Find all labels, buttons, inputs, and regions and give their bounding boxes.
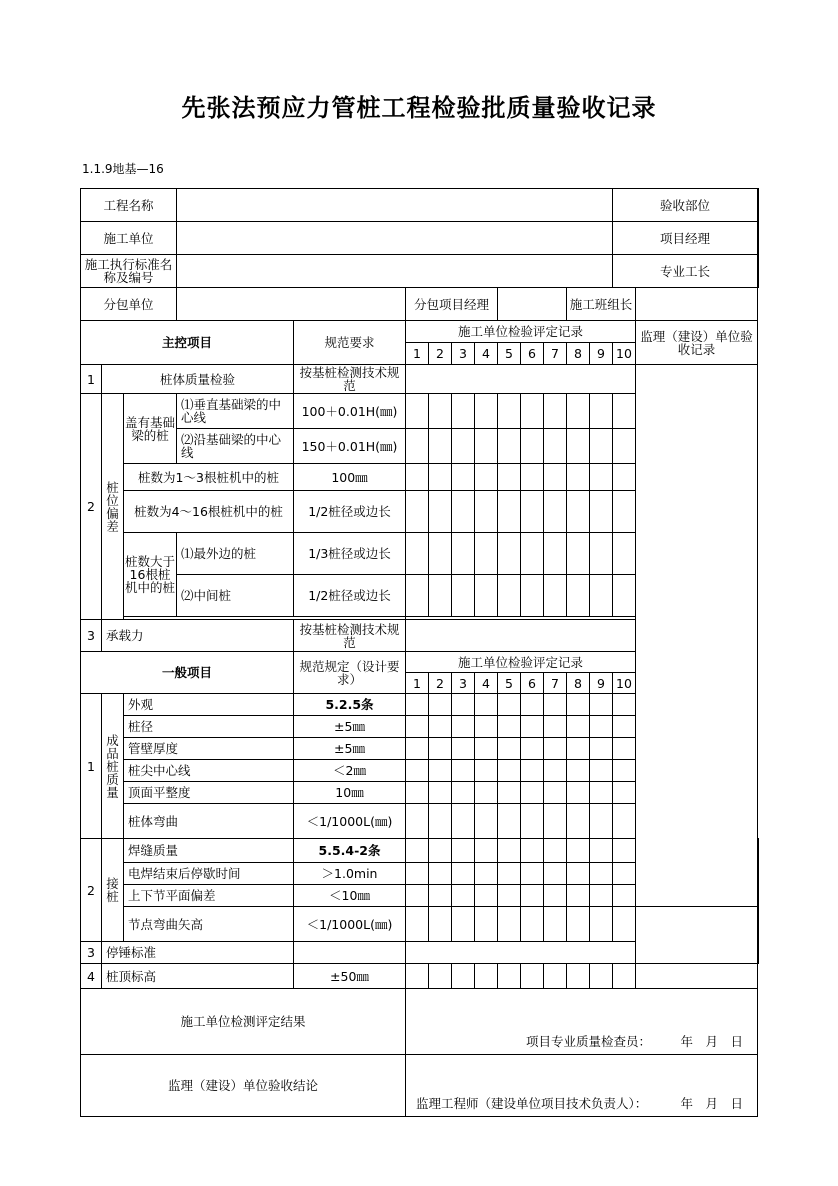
field-project-name[interactable]	[177, 189, 613, 222]
record-cell[interactable]	[475, 464, 498, 491]
record-cell[interactable]	[567, 491, 590, 533]
record-cell[interactable]	[429, 575, 452, 617]
record-cell[interactable]	[613, 429, 636, 464]
record-cell[interactable]	[567, 716, 590, 738]
record-cell[interactable]	[475, 491, 498, 533]
record-cell[interactable]	[475, 964, 498, 989]
label-project-name: 工程名称	[81, 189, 177, 222]
item-spec: ＜10㎜	[294, 885, 406, 907]
col-header: 3	[452, 673, 475, 694]
record-cell[interactable]	[475, 804, 498, 839]
item-spec: ±50㎜	[294, 964, 406, 989]
item-spec: 按基桩检测技术规范	[294, 620, 406, 652]
record-cell[interactable]	[567, 885, 590, 907]
item-name: 桩数为1～3根桩机中的桩	[124, 464, 294, 491]
record-cell[interactable]	[429, 804, 452, 839]
record-cell[interactable]	[544, 907, 567, 942]
inspection-form	[80, 188, 759, 1117]
item-number: 3	[81, 620, 102, 652]
record-cell[interactable]	[406, 575, 429, 617]
record-cell[interactable]	[429, 394, 452, 429]
record-cell[interactable]	[429, 694, 452, 716]
record-cell[interactable]	[452, 464, 475, 491]
record-cell[interactable]	[429, 760, 452, 782]
record-cell[interactable]	[521, 839, 544, 863]
item-name: 桩体弯曲	[124, 804, 294, 839]
record-cell[interactable]	[406, 760, 429, 782]
record-cell[interactable]	[613, 804, 636, 839]
record-cell[interactable]	[406, 533, 429, 575]
construction-result-field[interactable]	[406, 989, 758, 1055]
main-record-header: 施工单位检验评定记录	[406, 321, 636, 343]
col-header: 9	[590, 343, 613, 365]
record-cell[interactable]	[567, 694, 590, 716]
joint-pile-group: 接桩	[102, 839, 124, 942]
record-cell[interactable]	[498, 694, 521, 716]
record-cell[interactable]	[521, 394, 544, 429]
item-spec: 150＋0.01H(㎜)	[294, 429, 406, 464]
field-subcontractor[interactable]	[177, 288, 406, 321]
record-cell[interactable]	[475, 839, 498, 863]
item-spec: 100＋0.01H(㎜)	[294, 394, 406, 429]
inspector-label: 项目专业质量检查员：	[526, 1034, 652, 1049]
col-header: 2	[429, 673, 452, 694]
record-cell[interactable]	[590, 429, 613, 464]
record-cell[interactable]	[544, 716, 567, 738]
engineer-label: 监理工程师（建设单位项目技术负责人）：	[416, 1096, 648, 1111]
item-spec: ＜1/1000L(㎜)	[294, 804, 406, 839]
record-cell[interactable]	[475, 575, 498, 617]
record-cell[interactable]	[613, 575, 636, 617]
col-header: 7	[544, 673, 567, 694]
record-cell[interactable]	[590, 782, 613, 804]
record-cell[interactable]	[544, 464, 567, 491]
record-cell[interactable]	[567, 533, 590, 575]
record-cell[interactable]	[406, 964, 429, 989]
record-cell[interactable]	[498, 760, 521, 782]
record-cell[interactable]	[475, 782, 498, 804]
record-cell[interactable]	[544, 804, 567, 839]
record-cell[interactable]	[590, 491, 613, 533]
label-construction-unit: 施工单位	[81, 222, 177, 255]
record-cell[interactable]	[613, 907, 636, 942]
record-cell[interactable]	[613, 964, 636, 989]
item-name: 承载力	[102, 620, 294, 652]
record-cell[interactable]	[521, 907, 544, 942]
record-cell[interactable]	[429, 782, 452, 804]
record-cell[interactable]	[590, 839, 613, 863]
col-header: 1	[406, 673, 429, 694]
record-cell[interactable]	[590, 738, 613, 760]
record-cell[interactable]	[544, 885, 567, 907]
record-cell[interactable]	[567, 464, 590, 491]
record-cell[interactable]	[406, 942, 636, 964]
field-standard-name[interactable]	[177, 255, 613, 288]
label-foreman: 专业工长	[613, 255, 758, 288]
item-name: 节点弯曲矢高	[124, 907, 294, 942]
supervision-general-cell[interactable]	[636, 964, 758, 989]
record-cell[interactable]	[544, 839, 567, 863]
record-cell[interactable]	[452, 533, 475, 575]
record-cell[interactable]	[521, 964, 544, 989]
record-cell[interactable]	[521, 694, 544, 716]
record-cell[interactable]	[613, 863, 636, 885]
record-cell[interactable]	[406, 738, 429, 760]
record-cell[interactable]	[406, 491, 429, 533]
supervision-result-label: 监理（建设）单位验收结论	[81, 1055, 406, 1117]
record-cell[interactable]	[498, 964, 521, 989]
item-spec: 5.2.5条	[294, 694, 406, 716]
record-cell[interactable]	[406, 863, 429, 885]
record-cell[interactable]	[475, 533, 498, 575]
record-cell[interactable]	[406, 429, 429, 464]
record-cell[interactable]	[544, 964, 567, 989]
record-cell[interactable]	[498, 839, 521, 863]
record-cell[interactable]	[521, 760, 544, 782]
record-cell[interactable]	[406, 804, 429, 839]
record-cell[interactable]	[452, 907, 475, 942]
item-spec: ±5㎜	[294, 738, 406, 760]
page-title: 先张法预应力管桩工程检验批质量验收记录	[181, 93, 657, 122]
record-cell[interactable]	[590, 716, 613, 738]
record-cell[interactable]	[613, 839, 636, 863]
record-cell[interactable]	[613, 782, 636, 804]
record-cell[interactable]	[429, 885, 452, 907]
record-cell[interactable]	[590, 964, 613, 989]
record-cell[interactable]	[475, 863, 498, 885]
record-cell[interactable]	[590, 575, 613, 617]
label-sub-manager: 分包项目经理	[406, 288, 498, 321]
field-construction-unit[interactable]	[177, 222, 613, 255]
item-number: 2	[81, 394, 102, 620]
record-cell[interactable]	[521, 782, 544, 804]
record-cell[interactable]	[613, 738, 636, 760]
record-cell[interactable]	[544, 738, 567, 760]
record-cell[interactable]	[498, 738, 521, 760]
record-cell[interactable]	[429, 716, 452, 738]
construction-result-label: 施工单位检测评定结果	[81, 989, 406, 1055]
record-cell[interactable]	[475, 394, 498, 429]
item-spec: ＜2㎜	[294, 760, 406, 782]
form-code: 1.1.9地基—16	[82, 162, 164, 176]
item-name: 桩体质量检验	[102, 365, 294, 394]
date-label: 年 月 日	[680, 1034, 743, 1049]
record-cell[interactable]	[613, 464, 636, 491]
record-cell[interactable]	[544, 782, 567, 804]
record-cell[interactable]	[521, 429, 544, 464]
record-cell[interactable]	[498, 429, 521, 464]
col-header: 2	[429, 343, 452, 365]
record-cell[interactable]	[567, 863, 590, 885]
item-name: 外观	[124, 694, 294, 716]
record-cell[interactable]	[590, 394, 613, 429]
col-header: 5	[498, 673, 521, 694]
record-cell[interactable]	[567, 394, 590, 429]
record-cell[interactable]	[452, 760, 475, 782]
record-cell[interactable]	[590, 533, 613, 575]
finished-pile-group: 成品桩质量	[102, 694, 124, 839]
record-cell[interactable]	[567, 964, 590, 989]
record-cell[interactable]	[521, 738, 544, 760]
item-number: 3	[81, 942, 102, 964]
field-project-manager[interactable]	[758, 222, 759, 255]
col-header: 8	[567, 343, 590, 365]
record-cell[interactable]	[521, 716, 544, 738]
record-cell[interactable]	[406, 782, 429, 804]
record-cell[interactable]	[498, 907, 521, 942]
record-cell[interactable]	[429, 863, 452, 885]
item-number: 4	[81, 964, 102, 989]
record-cell[interactable]	[406, 620, 636, 652]
record-cell[interactable]	[498, 491, 521, 533]
col-header: 4	[475, 673, 498, 694]
record-cell[interactable]	[567, 907, 590, 942]
item-number: 2	[81, 839, 102, 942]
item-number: 1	[81, 365, 102, 394]
record-cell[interactable]	[544, 694, 567, 716]
col-header: 10	[613, 673, 636, 694]
item-spec: 1/3桩径或边长	[294, 533, 406, 575]
item-name: 管壁厚度	[124, 738, 294, 760]
record-cell[interactable]	[406, 907, 429, 942]
record-cell[interactable]	[452, 964, 475, 989]
record-cell[interactable]	[429, 839, 452, 863]
record-cell[interactable]	[475, 907, 498, 942]
record-cell[interactable]	[544, 491, 567, 533]
item-name: 停锤标准	[102, 942, 294, 964]
record-cell[interactable]	[590, 885, 613, 907]
item-name: 电焊结束后停歇时间	[124, 863, 294, 885]
supervision-record-cell[interactable]	[636, 365, 758, 907]
item-name: 上下节平面偏差	[124, 885, 294, 907]
record-cell[interactable]	[544, 394, 567, 429]
record-cell[interactable]	[567, 760, 590, 782]
general-section-label: 一般项目	[81, 652, 294, 694]
record-cell[interactable]	[406, 394, 429, 429]
record-cell[interactable]	[498, 863, 521, 885]
field-acceptance-part[interactable]	[758, 189, 759, 222]
general-spec-header: 规范规定（设计要求）	[294, 652, 406, 694]
record-cell[interactable]	[406, 365, 636, 394]
item-name: 顶面平整度	[124, 782, 294, 804]
main-section-label: 主控项目	[81, 321, 294, 365]
record-cell[interactable]	[567, 738, 590, 760]
record-cell[interactable]	[521, 491, 544, 533]
item-name: ⑴垂直基础梁的中心线	[177, 394, 294, 429]
record-cell[interactable]	[452, 716, 475, 738]
col-header: 5	[498, 343, 521, 365]
record-cell[interactable]	[475, 429, 498, 464]
item-name: 桩数为4～16根桩机中的桩	[124, 491, 294, 533]
col-header: 7	[544, 343, 567, 365]
record-cell[interactable]	[498, 782, 521, 804]
record-cell[interactable]	[521, 804, 544, 839]
record-cell[interactable]	[452, 782, 475, 804]
record-cell[interactable]	[544, 429, 567, 464]
record-cell[interactable]	[521, 575, 544, 617]
item-number: 1	[81, 694, 102, 839]
record-cell[interactable]	[590, 760, 613, 782]
record-cell[interactable]	[567, 839, 590, 863]
record-cell[interactable]	[406, 464, 429, 491]
record-cell[interactable]	[613, 694, 636, 716]
label-acceptance-part: 验收部位	[613, 189, 758, 222]
record-cell[interactable]	[544, 575, 567, 617]
col-header: 8	[567, 673, 590, 694]
item-spec	[294, 942, 406, 964]
general-record-header: 施工单位检验评定记录	[406, 652, 636, 673]
record-cell[interactable]	[406, 716, 429, 738]
col-header: 4	[475, 343, 498, 365]
date-label: 年 月 日	[680, 1096, 743, 1111]
col-header: 6	[521, 343, 544, 365]
label-team-leader: 施工班组长	[567, 288, 636, 321]
record-cell[interactable]	[452, 429, 475, 464]
record-cell[interactable]	[475, 716, 498, 738]
record-cell[interactable]	[544, 863, 567, 885]
item-spec: 5.5.4-2条	[294, 839, 406, 863]
col-header: 10	[613, 343, 636, 365]
item-spec: 按基桩检测技术规范	[294, 365, 406, 394]
cap-pile-label: 盖有基础梁的桩	[124, 394, 177, 464]
item-name: ⑴最外边的桩	[177, 533, 294, 575]
record-cell[interactable]	[475, 738, 498, 760]
record-cell[interactable]	[613, 716, 636, 738]
record-cell[interactable]	[452, 694, 475, 716]
record-cell[interactable]	[567, 782, 590, 804]
record-cell[interactable]	[452, 738, 475, 760]
record-cell[interactable]	[498, 716, 521, 738]
record-cell[interactable]	[498, 533, 521, 575]
pile-deviation-group: 桩位偏差	[102, 394, 124, 620]
item-spec: ±5㎜	[294, 716, 406, 738]
item-spec: ＜1/1000L(㎜)	[294, 907, 406, 942]
label-subcontractor: 分包单位	[81, 288, 177, 321]
record-cell[interactable]	[498, 464, 521, 491]
record-cell[interactable]	[429, 464, 452, 491]
main-spec-header: 规范要求	[294, 321, 406, 365]
record-cell[interactable]	[521, 464, 544, 491]
record-cell[interactable]	[429, 907, 452, 942]
label-project-manager: 项目经理	[613, 222, 758, 255]
record-cell[interactable]	[498, 394, 521, 429]
record-cell[interactable]	[429, 491, 452, 533]
record-cell[interactable]	[567, 804, 590, 839]
record-cell[interactable]	[475, 885, 498, 907]
supervision-header: 监理（建设）单位验收记录	[636, 321, 758, 365]
record-cell[interactable]	[498, 575, 521, 617]
col-header: 3	[452, 343, 475, 365]
record-cell[interactable]	[567, 429, 590, 464]
record-cell[interactable]	[452, 394, 475, 429]
record-cell[interactable]	[613, 394, 636, 429]
record-cell[interactable]	[521, 533, 544, 575]
record-cell[interactable]	[406, 694, 429, 716]
item-name: 桩径	[124, 716, 294, 738]
record-cell[interactable]	[452, 863, 475, 885]
item-name: ⑵沿基础梁的中心线	[177, 429, 294, 464]
item-name: 焊缝质量	[124, 839, 294, 863]
item-spec: 1/2桩径或边长	[294, 575, 406, 617]
record-cell[interactable]	[521, 863, 544, 885]
record-cell[interactable]	[452, 491, 475, 533]
item-spec: 10㎜	[294, 782, 406, 804]
item-spec: 100㎜	[294, 464, 406, 491]
field-team-leader[interactable]	[636, 288, 758, 321]
record-cell[interactable]	[498, 804, 521, 839]
record-cell[interactable]	[475, 760, 498, 782]
record-cell[interactable]	[452, 885, 475, 907]
record-cell[interactable]	[613, 885, 636, 907]
record-cell[interactable]	[406, 839, 429, 863]
record-cell[interactable]	[590, 464, 613, 491]
supervision-general-cell[interactable]	[758, 839, 759, 964]
item-spec: 1/2桩径或边长	[294, 491, 406, 533]
item-name: 桩尖中心线	[124, 760, 294, 782]
record-cell[interactable]	[567, 575, 590, 617]
gt16-pile-label: 桩数大于16根桩机中的桩	[124, 533, 177, 617]
record-cell[interactable]	[429, 964, 452, 989]
record-cell[interactable]	[429, 533, 452, 575]
record-cell[interactable]	[590, 694, 613, 716]
record-cell[interactable]	[613, 760, 636, 782]
label-standard-name: 施工执行标准名称及编号	[81, 255, 177, 288]
col-header: 6	[521, 673, 544, 694]
record-cell[interactable]	[590, 863, 613, 885]
record-cell[interactable]	[452, 575, 475, 617]
item-spec: ＞1.0min	[294, 863, 406, 885]
item-name: 桩顶标高	[102, 964, 294, 989]
field-sub-manager[interactable]	[498, 288, 567, 321]
item-name: ⑵中间桩	[177, 575, 294, 617]
record-cell[interactable]	[429, 429, 452, 464]
record-cell[interactable]	[590, 804, 613, 839]
record-cell[interactable]	[521, 885, 544, 907]
record-cell[interactable]	[544, 533, 567, 575]
record-cell[interactable]	[544, 760, 567, 782]
record-cell[interactable]	[498, 885, 521, 907]
record-cell[interactable]	[613, 491, 636, 533]
record-cell[interactable]	[590, 907, 613, 942]
record-cell[interactable]	[429, 738, 452, 760]
record-cell[interactable]	[613, 533, 636, 575]
record-cell[interactable]	[452, 804, 475, 839]
field-foreman[interactable]	[758, 255, 759, 288]
col-header: 1	[406, 343, 429, 365]
supervision-result-field[interactable]	[406, 1055, 758, 1117]
record-cell[interactable]	[406, 885, 429, 907]
record-cell[interactable]	[452, 839, 475, 863]
record-cell[interactable]	[475, 694, 498, 716]
col-header: 9	[590, 673, 613, 694]
